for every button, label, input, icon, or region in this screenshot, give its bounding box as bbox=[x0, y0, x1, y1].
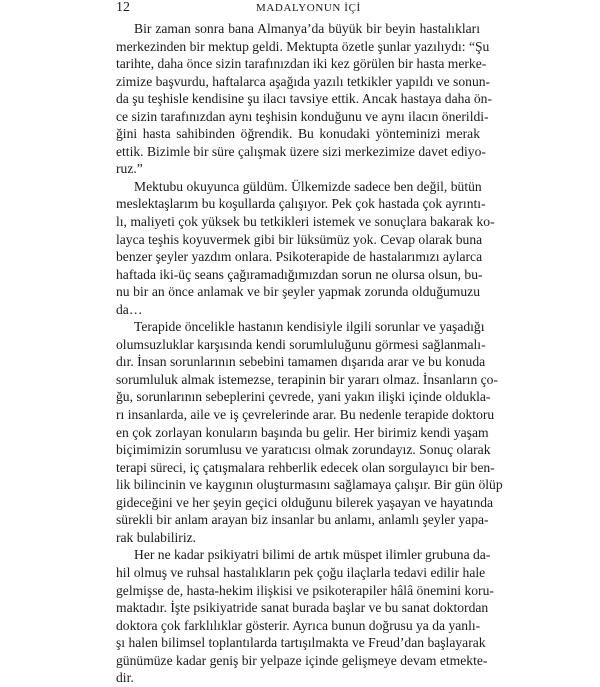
text-line: lı, maliyeti çok yüksek bu tetkikleri istemek ve sonuçlara bakarak ko- bbox=[116, 214, 495, 230]
text-line: olumsuzluklar karşısında kendi sorumluluğunu görmesi sağlanmalı- bbox=[116, 336, 486, 352]
text-line: hil olmuş ve ruhsal hastalıkların pek çoğu ilaçlarla tedavi edilir hale bbox=[116, 564, 486, 580]
text-line: gideceğini ve her şeyin geçici olduğunu bilerek yaşayan ve hayatında bbox=[116, 494, 494, 510]
text-line: da şu teşhisle kendisine şu ilacı tavsiye ettik. Ancak hastaya daha ön- bbox=[116, 91, 492, 107]
text-line: ruz.” bbox=[116, 161, 143, 177]
text-line: ğu, sorunlarının sebeplerini çevrede, yani yakın ilişki içinde oldukla- bbox=[116, 389, 491, 405]
text-line: şı halen bilimsel toplantılarda tartışılmakta ve Freud’dan başlayarak bbox=[116, 635, 486, 651]
text-line: biçimimizin sorumlusu ve yaratıcısı olmak zorundayız. Sonuç olarak bbox=[116, 442, 491, 458]
text-line: sürekli bir anlam arayan biz insanlar bu anlamı, anlamlı şeyler yapa- bbox=[116, 512, 489, 528]
text-line: da… bbox=[116, 301, 143, 317]
page-header bbox=[116, 0, 480, 18]
text-line: merkezinden bir mektup geldi. Mektupta özetle şunlar yazılıydı: “Şu bbox=[116, 38, 490, 54]
text-line: dir. bbox=[116, 670, 134, 686]
text-line: terapi süreci, iç çatışmalara rehberlik edecek olan sorgulayıcı bir ben- bbox=[116, 459, 495, 475]
text-line: doktora çok farklılıklar gösterir. Ayrıca bunun doğrusu ya da yanlı- bbox=[116, 617, 481, 633]
running-title: MADALYONUN İÇİ bbox=[256, 2, 361, 14]
text-line: rı insanlarda, aile ve iş çevrelerinde arar. Bu nedenle terapide doktoru bbox=[116, 407, 495, 423]
text-line: layca teşhis koyuvermek gibi bir lüksümüz yok. Cevap olarak buna bbox=[116, 231, 483, 247]
text-line: meslektaşlarım bu koşullarda çalışıyor. Pek çok hastada çok ayrıntı- bbox=[116, 196, 486, 212]
paragraph bbox=[116, 546, 494, 686]
text-line: rak bulabiliriz. bbox=[116, 529, 197, 545]
text-line: Mektubu okuyunca güldüm. Ülkemizde sadece ben değil, bütün bbox=[134, 178, 482, 194]
text-line: ğini hasta sahibinden öğrendik. Bu konudaki yönteminizi merak bbox=[116, 126, 480, 142]
text-line: maktadır. İşte psikiyatride sanat burada başlar ve bu sanat doktordan bbox=[116, 600, 489, 616]
paragraph bbox=[116, 20, 492, 178]
page-number: 12 bbox=[116, 0, 130, 15]
text-line: dır. İnsan sorunlarının sebebini tamamen dışarıda arar ve bu konuda bbox=[116, 354, 486, 370]
text-line: gelmişse de, hasta-hekim ilişkisi ve psikoterapiler hâlâ önemini koru- bbox=[116, 582, 494, 598]
text-line: Terapide öncelikle hastanın kendisiyle ilgili sorunlar ve yaşadığı bbox=[134, 319, 485, 335]
text-line: zimize başvurdu, haftalarca aşağıda yazılı tetkikler yapıldı ve sonun- bbox=[116, 73, 491, 89]
text-line: Bir zaman sonra bana Almanya’da büyük bir beyin hastalıkları bbox=[134, 21, 480, 36]
text-line: günümüze kadar geniş bir yelpaze içinde gelişmeye devam etmekte- bbox=[116, 652, 488, 668]
text-line: haftada iki-üç seans çağıramadığımızdan sorun ne olursa olsun, bu- bbox=[116, 266, 483, 282]
text-line: ettik. Bizimle bir süre çalışmak üzere sizi merkezimize davet ediyo- bbox=[116, 143, 486, 159]
text-line: ce sizin tarafınızdan aynı teşhisin konduğunu ve aynı ilacın önerildi- bbox=[116, 108, 489, 124]
text-line: benzer şeyler yazdım onlara. Psikoterapide de hastalarımızı aylarca bbox=[116, 249, 483, 265]
paragraph bbox=[116, 178, 495, 318]
text-line: lik bilincinin ve kaygının oluşturmasını sağlamaya çalışır. Bir gün ölüp bbox=[116, 477, 503, 493]
text-line: sorumluluk almak istemezse, terapinin bir yararı olmaz. İnsanların ço- bbox=[116, 371, 499, 387]
paragraph bbox=[116, 318, 503, 546]
text-line: Her ne kadar psikiyatri bilimi de artık müspet ilimler grubuna da- bbox=[134, 547, 491, 563]
text-line: nu bir an önce anlamak ve bir şeyler yapmak zorunda olduğumuzu bbox=[116, 284, 480, 300]
text-line: tarihte, daha önce sizin tarafınızdan iki kez görülen bir hasta merke- bbox=[116, 56, 487, 72]
text-line: en çok zorlayan konuların başında bu gelir. Her birimiz kendi yaşam bbox=[116, 424, 489, 440]
body-text bbox=[116, 20, 503, 687]
